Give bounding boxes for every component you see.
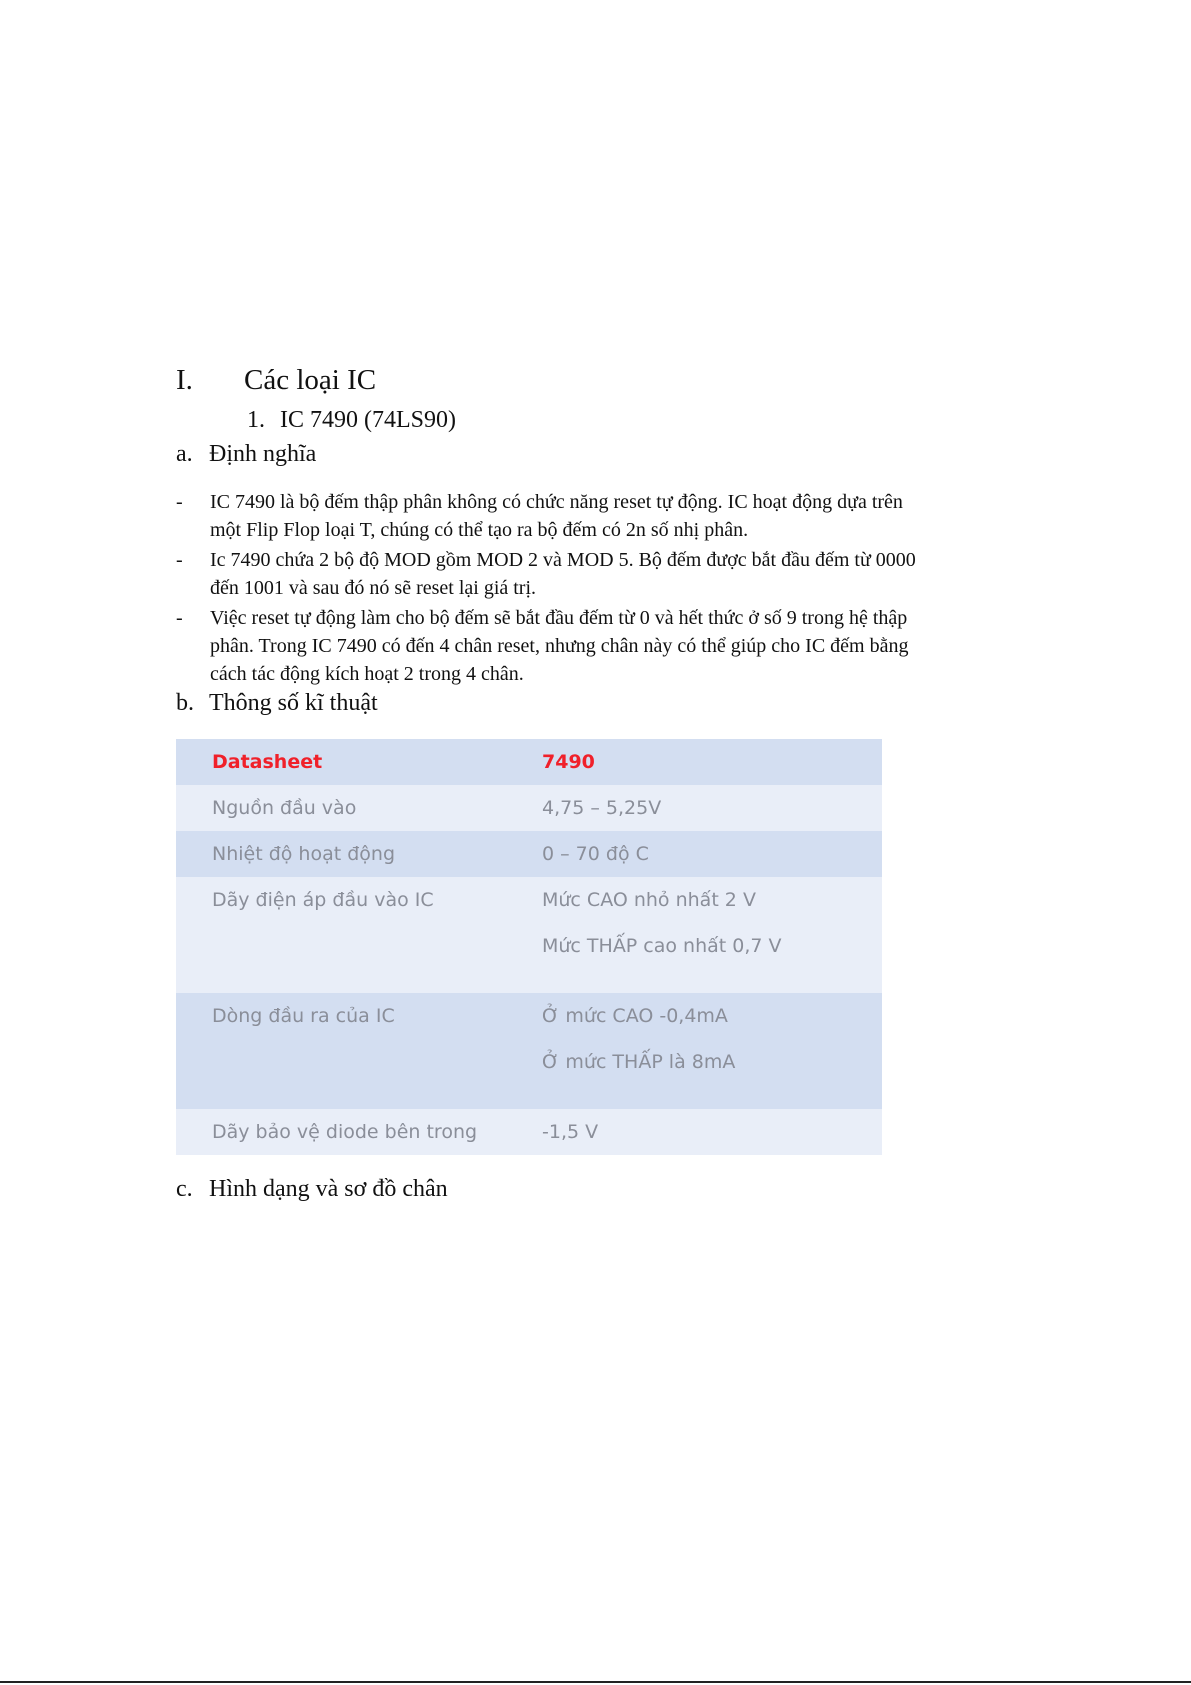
row-label: Nguồn đầu vào xyxy=(212,797,357,819)
table-cell xyxy=(176,785,542,831)
part-a-title: Định nghĩa xyxy=(209,441,317,467)
table-cell xyxy=(176,993,542,1109)
row-value: Ở mức CAO -0,4mA xyxy=(542,1005,728,1027)
part-c-label: c. xyxy=(176,1176,193,1202)
part-a-label: a. xyxy=(176,441,193,467)
row-value: Mức CAO nhỏ nhất 2 V xyxy=(542,889,756,911)
bullet-dash: - xyxy=(176,491,183,513)
row-label: Dãy bảo vệ diode bên trong xyxy=(212,1121,478,1143)
table-row xyxy=(176,1109,882,1155)
part-b-heading xyxy=(176,690,378,717)
section-title: Các loại IC xyxy=(244,364,377,396)
bullet-line: một Flip Flop loại T, chúng có thể tạo ra bộ đếm có 2n số nhị phân. xyxy=(210,519,749,541)
table-cell xyxy=(542,831,882,877)
table-row xyxy=(176,993,882,1109)
table-cell xyxy=(542,993,882,1109)
row-label: Dòng đầu ra của IC xyxy=(212,1005,395,1027)
table-row xyxy=(176,785,882,831)
list-item xyxy=(176,488,1056,544)
subsection-heading xyxy=(247,407,456,434)
table-cell xyxy=(542,1109,882,1155)
table-cell xyxy=(176,1109,542,1155)
part-b-title: Thông số kĩ thuật xyxy=(209,690,378,716)
bullet-line: IC 7490 là bộ đếm thập phân không có chức năng reset tự động. IC hoạt động dựa trên xyxy=(210,491,903,513)
list-item xyxy=(176,546,1056,602)
page-bottom-rule xyxy=(0,1681,1191,1683)
row-value: -1,5 V xyxy=(542,1121,599,1143)
bullet-line: phân. Trong IC 7490 có đến 4 chân reset, nhưng chân này có thể giúp cho IC đếm bằng xyxy=(210,635,909,657)
part-b-label: b. xyxy=(176,690,194,716)
row-value: Mức THẤP cao nhất 0,7 V xyxy=(542,935,782,957)
bullet-dash: - xyxy=(176,607,183,629)
table-cell xyxy=(176,877,542,993)
bullet-line: cách tác động kích hoạt 2 trong 4 chân. xyxy=(210,663,524,685)
bullet-line: đến 1001 và sau đó nó sẽ reset lại giá trị. xyxy=(210,577,537,599)
bullet-line: Việc reset tự động làm cho bộ đếm sẽ bắt đầu đếm từ 0 và hết thức ở số 9 trong hệ thập xyxy=(210,607,908,629)
table-row xyxy=(176,877,882,993)
part-a-heading xyxy=(176,441,316,468)
row-value: Ở mức THẤP là 8mA xyxy=(542,1051,736,1073)
section-number: I. xyxy=(176,364,193,396)
row-value: 0 – 70 độ C xyxy=(542,843,649,865)
header-label: Datasheet xyxy=(212,751,323,773)
table-cell xyxy=(176,739,542,785)
table-cell xyxy=(542,739,882,785)
subsection-number: 1. xyxy=(247,407,265,433)
table-cell xyxy=(176,831,542,877)
subsection-title: IC 7490 (74LS90) xyxy=(280,407,456,433)
table-cell xyxy=(542,785,882,831)
row-value: 4,75 – 5,25V xyxy=(542,797,662,819)
header-value: 7490 xyxy=(542,751,595,773)
part-c-title: Hình dạng và sơ đồ chân xyxy=(209,1176,448,1202)
table-header-row xyxy=(176,739,882,785)
list-item xyxy=(176,604,1056,688)
spec-table xyxy=(176,739,882,1155)
section-heading xyxy=(176,364,376,397)
bullet-line: Ic 7490 chứa 2 bộ độ MOD gồm MOD 2 và MOD 5. Bộ đếm được bắt đầu đếm từ 0000 xyxy=(210,549,916,571)
bullet-dash: - xyxy=(176,549,183,571)
row-label: Nhiệt độ hoạt động xyxy=(212,843,396,865)
definition-list xyxy=(176,488,1056,690)
table-row xyxy=(176,831,882,877)
row-label: Dãy điện áp đầu vào IC xyxy=(212,889,434,911)
table-cell xyxy=(542,877,882,993)
part-c-heading xyxy=(176,1176,448,1203)
